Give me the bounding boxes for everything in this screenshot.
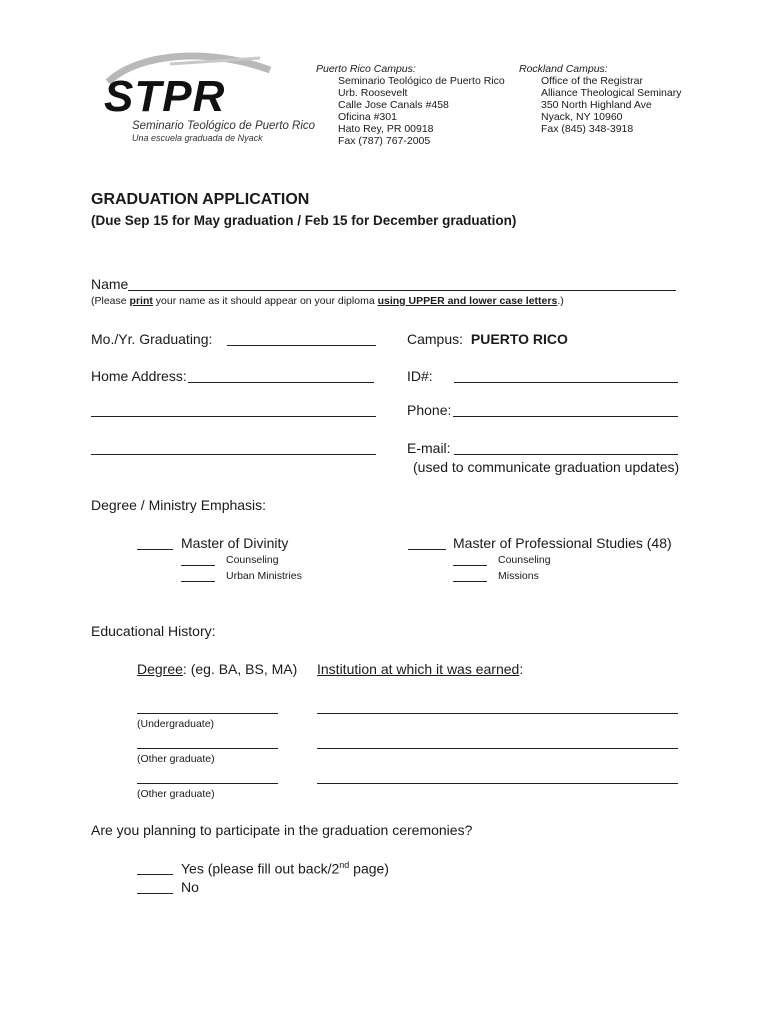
campus-rockland-line: Alliance Theological Seminary: [541, 87, 682, 99]
ceremony-yes-check[interactable]: [137, 874, 173, 875]
campus-rockland-title: Rockland Campus:: [519, 63, 608, 75]
logo: [100, 50, 316, 150]
degree-emphasis-label: Degree / Ministry Emphasis:: [91, 497, 267, 513]
campus-label: Campus: PUERTO RICO: [407, 331, 568, 347]
name-note: (Please print your name as it should appear on your diploma using UPPER and lower case letters.): [91, 295, 564, 307]
name-label: Name: [91, 276, 129, 292]
campus-pr-title: Puerto Rico Campus:: [316, 63, 416, 75]
institution-field-undergrad[interactable]: [317, 713, 678, 714]
mo-yr-label: Mo./Yr. Graduating:: [91, 331, 213, 347]
mdiv-urban-check[interactable]: [181, 581, 215, 582]
form-title: GRADUATION APPLICATION: [91, 191, 310, 208]
mdiv-urban-label: Urban Ministries: [226, 570, 302, 582]
campus-value: PUERTO RICO: [470, 331, 568, 347]
campus-rockland-line: Fax (845) 348-3918: [541, 123, 634, 135]
logo-wordmark: STPR: [104, 72, 226, 121]
campus-pr-line: Oficina #301: [338, 111, 397, 123]
edu-row-label: (Undergraduate): [137, 718, 215, 730]
mps-check[interactable]: [408, 549, 446, 550]
ceremony-question: Are you planning to participate in the graduation ceremonies?: [91, 822, 473, 838]
campus-pr-line: Seminario Teológico de Puerto Rico: [338, 75, 505, 87]
campus-rockland-block: [519, 63, 719, 135]
phone-field[interactable]: [453, 416, 678, 417]
form-subtitle: (Due Sep 15 for May graduation / Feb 15 for December graduation): [91, 213, 517, 228]
mdiv-counseling-label: Counseling: [226, 554, 279, 566]
ceremony-no-label: No: [181, 879, 199, 895]
name-field[interactable]: [128, 290, 676, 291]
degree-field-grad-1[interactable]: [137, 748, 278, 749]
ceremony-yes-label: Yes (please fill out back/2nd page): [181, 860, 389, 877]
campus-rockland-line: Nyack, NY 10960: [541, 111, 623, 123]
id-field[interactable]: [454, 382, 678, 383]
mps-counseling-check[interactable]: [453, 565, 487, 566]
home-address-field-2[interactable]: [91, 416, 376, 417]
home-address-label: Home Address:: [91, 368, 187, 384]
campus-pr-line: Hato Rey, PR 00918: [338, 123, 434, 135]
institution-field-grad-2[interactable]: [317, 783, 678, 784]
campus-pr-block: [316, 63, 516, 147]
degree-field-grad-2[interactable]: [137, 783, 278, 784]
institution-column-header: Institution at which it was earned:: [317, 661, 524, 677]
id-label: ID#:: [407, 368, 433, 384]
campus-pr-line: Calle Jose Canals #458: [338, 99, 449, 111]
degree-field-undergrad[interactable]: [137, 713, 278, 714]
mps-counseling-label: Counseling: [498, 554, 551, 566]
home-address-field-1[interactable]: [188, 382, 374, 383]
edu-history-label: Educational History:: [91, 623, 216, 639]
mdiv-label: Master of Divinity: [181, 535, 289, 551]
logo-tagline: Una escuela graduada de Nyack: [132, 133, 263, 143]
mps-missions-label: Missions: [498, 570, 539, 582]
home-address-field-3[interactable]: [91, 454, 376, 455]
email-note: (used to communicate graduation updates): [413, 459, 680, 475]
mdiv-counseling-check[interactable]: [181, 565, 215, 566]
mdiv-check[interactable]: [137, 549, 173, 550]
institution-field-grad-1[interactable]: [317, 748, 678, 749]
campus-rockland-line: Office of the Registrar: [541, 75, 643, 87]
campus-rockland-line: 350 North Highland Ave: [541, 99, 652, 111]
campus-pr-line: Fax (787) 767-2005: [338, 135, 431, 147]
edu-row-label: (Other graduate): [137, 753, 215, 765]
mps-missions-check[interactable]: [453, 581, 487, 582]
email-label: E-mail:: [407, 440, 451, 456]
phone-label: Phone:: [407, 402, 452, 418]
email-field[interactable]: [454, 454, 678, 455]
mo-yr-field[interactable]: [227, 345, 376, 346]
degree-column-header: Degree: (eg. BA, BS, MA): [137, 661, 298, 677]
ceremony-no-check[interactable]: [137, 893, 173, 894]
campus-pr-line: Urb. Roosevelt: [338, 87, 408, 99]
logo-name: Seminario Teológico de Puerto Rico: [132, 120, 316, 132]
edu-row-label: (Other graduate): [137, 788, 215, 800]
mps-label: Master of Professional Studies (48): [453, 535, 672, 551]
